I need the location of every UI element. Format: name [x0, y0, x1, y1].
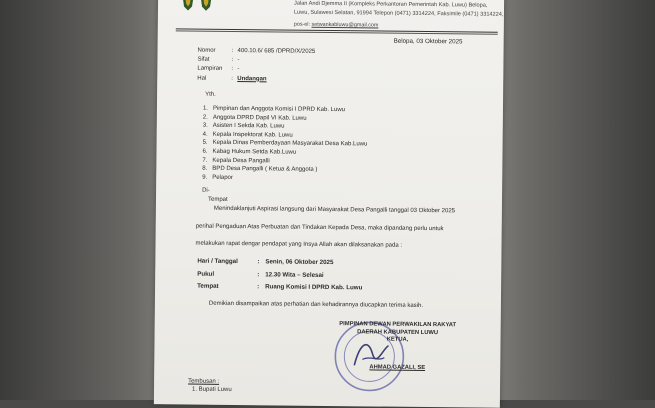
signature-line-1: PIMPINAN DEWAN PERWAKILAN RAKYAT — [339, 321, 457, 329]
tembusan-item: 1. Bupati Luwu — [191, 386, 232, 393]
email-link: setwankabluwu@gmail.com — [311, 21, 379, 29]
email-prefix: pos-el — [293, 21, 309, 28]
schedule-row-date: Hari / Tanggal : Senin, 06 Oktober 2025 — [197, 257, 334, 267]
closing-sentence: Demikian disampaikan atas perhatian dan kehadirannya diucapkan terima kasih. — [208, 300, 424, 309]
recipient-list — [202, 105, 368, 184]
tembusan-title: Tembusan : — [188, 378, 220, 385]
list-item: 6. Kabag Hukum Setda Kab.Luwu — [202, 148, 297, 156]
address-place — [202, 187, 228, 204]
schedule-row-place: Tempat : Ruang Komisi I DPRD Kab. Luwu — [197, 282, 363, 292]
meta-row-nomor: Nomor : 400.10.6/ 685 /DPRD/X/2025 — [197, 47, 316, 55]
list-item: 3. Asisten I Sekda Kab. Luwu — [202, 122, 285, 130]
signature-space — [322, 344, 472, 366]
schedule — [197, 256, 363, 295]
tembusan — [188, 378, 232, 394]
meta-row-lampiran: Lampiran : - — [197, 66, 240, 73]
salutation: Yth. — [205, 91, 216, 98]
schedule-row-time: Pukul : 12.30 Wita – Selesai — [197, 270, 324, 279]
body-paragraph-2: perihal Pengaduan Atas Perbuatan dan Tindakan Kepada Desa, maka dipandang perlu untuk — [195, 223, 444, 233]
letterhead — [293, 0, 504, 29]
body-paragraph-3: melakukan rapat dengar pendapat yang Insya Allah akan dilaksanakan pada : — [195, 240, 403, 249]
meta-row-hal: Hal : Undangan — [197, 75, 267, 82]
meta-row-sifat: Sifat : - — [197, 56, 240, 64]
body-paragraph-1: Menindaklanjuti Aspirasi langsung dari Masyarakat Desa Pangalli tanggal 03 Oktober 2025 — [213, 205, 456, 215]
letterhead-email: pos-el: setwankabluwu@gmail.com — [293, 21, 379, 29]
place-date: Belopa, 03 Oktober 2025 — [393, 37, 463, 46]
list-item: 7. Kepala Desa Pangalli — [202, 157, 270, 164]
signature-role: KETUA, — [386, 336, 409, 344]
list-item: 9. Pelapor — [202, 174, 233, 181]
letter-paper — [154, 0, 504, 408]
list-item: 8. BPD Desa Pangalli ( Ketua & Anggota ) — [202, 165, 318, 174]
list-item: 4. Kepala Inspektorat Kab. Luwu — [202, 131, 293, 139]
list-item: 5. Kepala Dinas Pemberdayaan Masyarakat Desa Kab.Luwu — [202, 140, 368, 148]
regency-logo-icon — [180, 0, 214, 13]
signature-block — [322, 321, 473, 373]
signatory-name: AHMAD GAZALI, SE — [369, 364, 426, 371]
tempat-label: Tempat — [207, 196, 228, 203]
di-label: Di- — [202, 187, 210, 194]
letterhead-address-1: Jalan Andi Djemma II (Kompleks Perkantoran Pemerintah Kab. Luwu) Belopa, — [294, 0, 488, 9]
list-item: 2. Anggota DPRD Dapil VI Kab. Luwu — [202, 114, 307, 122]
letterhead-address-2: Luwu, Sulawesi Selatan, 91994 Telepon (0471) 3314224, Faksimile (0471) 3314224, — [293, 9, 504, 18]
letter-meta — [197, 47, 315, 85]
signature-line-2: DAERAH KABUPATEN LUWU — [357, 328, 439, 336]
list-item: 1. Pimpinan dan Anggota Komisi I DPRD Kab. Luwu — [202, 105, 346, 114]
